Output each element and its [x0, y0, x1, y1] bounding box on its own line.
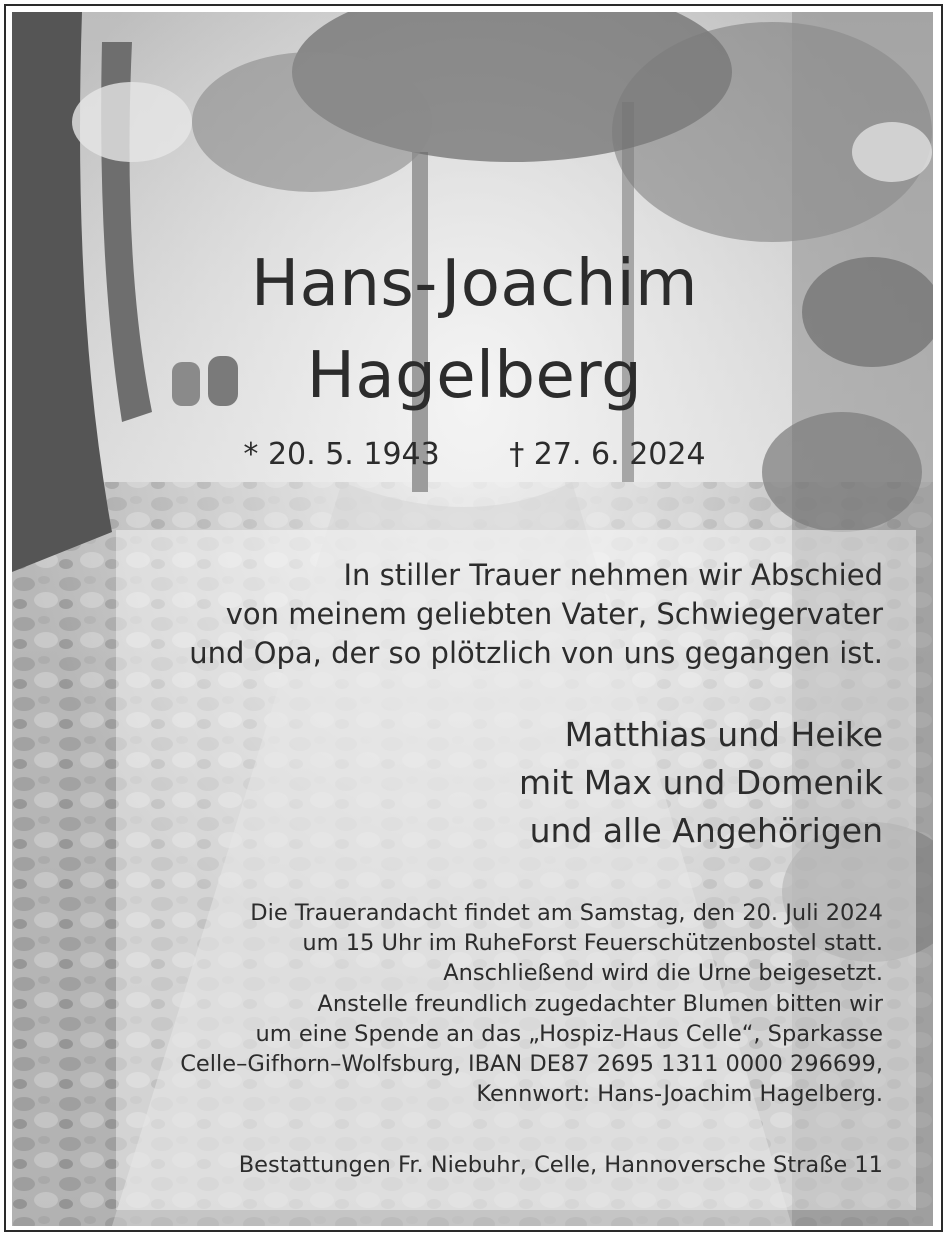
funeral-home	[239, 1150, 883, 1180]
birth-date: * 20. 5. 1943	[243, 437, 440, 472]
info-line: Anschließend wird die Urne beigesetzt.	[443, 960, 883, 987]
deceased-first-name: Hans-Joachim	[250, 247, 699, 321]
ceremony-info	[180, 898, 883, 1109]
info-line: Kennwort: Hans-Joachim Hagelberg.	[476, 1081, 883, 1108]
funeral-home-line: Bestattungen Fr. Niebuhr, Celle, Hannoversche Straße 11	[238, 1152, 883, 1178]
info-line: um eine Spende an das „Hospiz-Haus Celle“, Sparkasse	[255, 1020, 883, 1047]
info-line: um 15 Uhr im RuheForst Feuerschützenbostel statt.	[302, 930, 883, 957]
death-date: † 27. 6. 2024	[509, 437, 706, 472]
farewell-line: In stiller Trauer nehmen wir Abschied	[343, 558, 883, 592]
mourners-line: mit Max und Domenik	[519, 763, 883, 802]
mourners-list	[519, 711, 883, 855]
farewell-line: von meinem geliebten Vater, Schwiegervater	[225, 597, 883, 631]
info-line: Die Trauerandacht findet am Samstag, den 20. Juli 2024	[250, 900, 883, 926]
mourners-line: und alle Angehörigen	[529, 811, 883, 850]
farewell-text	[189, 556, 883, 673]
info-line: Celle–Gifhorn–Wolfsburg, IBAN DE87 2695 1311 0000 296699,	[180, 1051, 883, 1078]
life-dates	[0, 437, 949, 472]
deceased-last-name: Hagelberg	[306, 339, 643, 413]
mourners-line: Matthias und Heike	[564, 715, 883, 754]
info-line: Anstelle freundlich zugedachter Blumen bitten wir	[317, 990, 883, 1017]
farewell-line: und Opa, der so plötzlich von uns gegangen ist.	[189, 636, 883, 670]
